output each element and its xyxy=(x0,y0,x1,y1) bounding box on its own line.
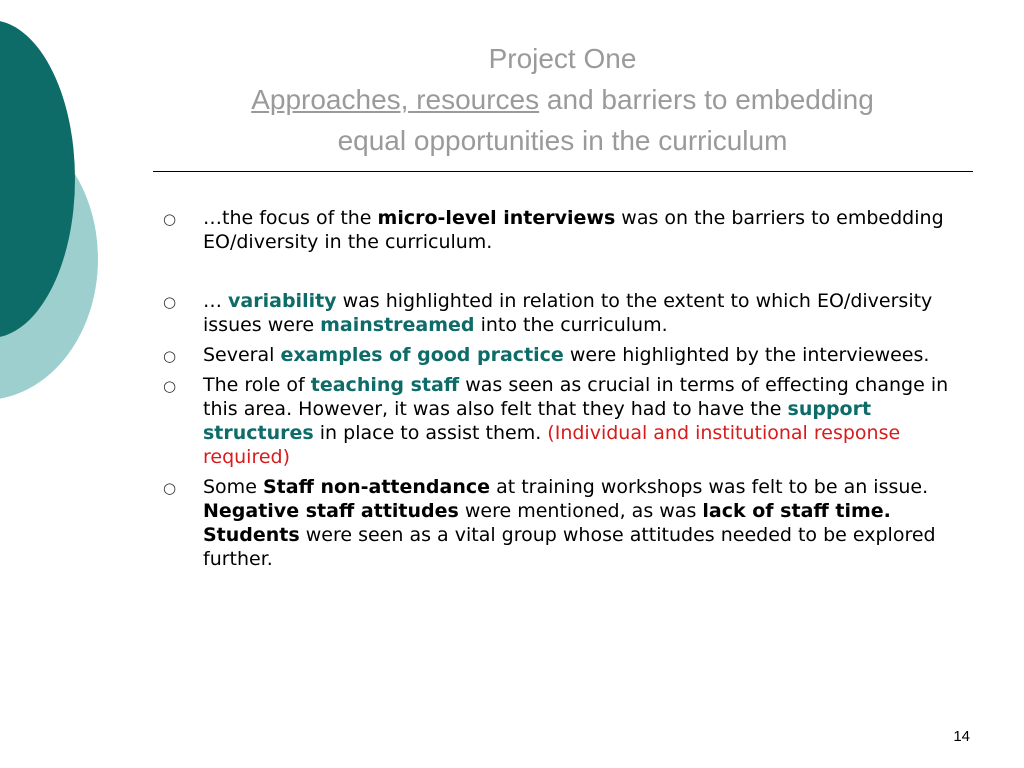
emphasis: lack of staff time. xyxy=(702,500,891,522)
bullet-item: ○ … variability was highlighted in relation to the extent to which EO/diversity issues were mainstreamed into the curriculum. xyxy=(163,290,933,336)
emphasis: Staff non-attendance xyxy=(262,476,491,498)
highlight: mainstreamed xyxy=(320,314,475,336)
red-note: (Individual and institutional response required) xyxy=(203,422,901,468)
highlight: examples of good practice xyxy=(280,344,564,366)
bullet-marker-icon: ○ xyxy=(163,377,177,395)
bullet-item: ○ The role of teaching staff was seen as crucial in terms of effecting change in this area. However, it was also felt that they had to have the support structures in place to assist them. (Individual and institutional response required) xyxy=(163,374,949,468)
title-link[interactable]: Approaches, resources xyxy=(251,84,540,115)
highlight: variability xyxy=(228,290,337,312)
bullet-list xyxy=(163,206,963,571)
bullet-marker-icon: ○ xyxy=(163,293,177,311)
emphasis: Students xyxy=(203,524,300,546)
title-line-3: equal opportunities in the curriculum xyxy=(337,125,788,156)
emphasis: micro-level interviews xyxy=(377,207,616,229)
bullet-marker-icon: ○ xyxy=(163,479,177,497)
bullet-marker-icon: ○ xyxy=(163,347,177,365)
title-divider xyxy=(153,171,973,172)
bullet-marker-icon: ○ xyxy=(163,210,177,228)
page-number: 14 xyxy=(953,728,970,745)
title-line-2 xyxy=(150,79,975,120)
bullet-item: ○ …the focus of the micro-level interviews was on the barriers to embedding EO/diversity in the curriculum. xyxy=(163,207,944,253)
bullet-item: ○ Some Staff non-attendance at training workshops was felt to be an issue. Negative staff attitudes were mentioned, as was lack of staff time. Students were seen as a vital group whose attitudes needed to be explored further. xyxy=(163,476,936,570)
highlight: teaching staff xyxy=(310,374,460,396)
emphasis: Negative staff attitudes xyxy=(203,500,459,522)
highlight: support structures xyxy=(203,398,872,444)
title-line-2-rest: and barriers to embedding xyxy=(539,84,874,115)
title-line-1: Project One xyxy=(488,43,637,74)
slide-title xyxy=(150,38,975,161)
bullet-item: ○ Several examples of good practice were highlighted by the interviewees. xyxy=(163,344,930,366)
